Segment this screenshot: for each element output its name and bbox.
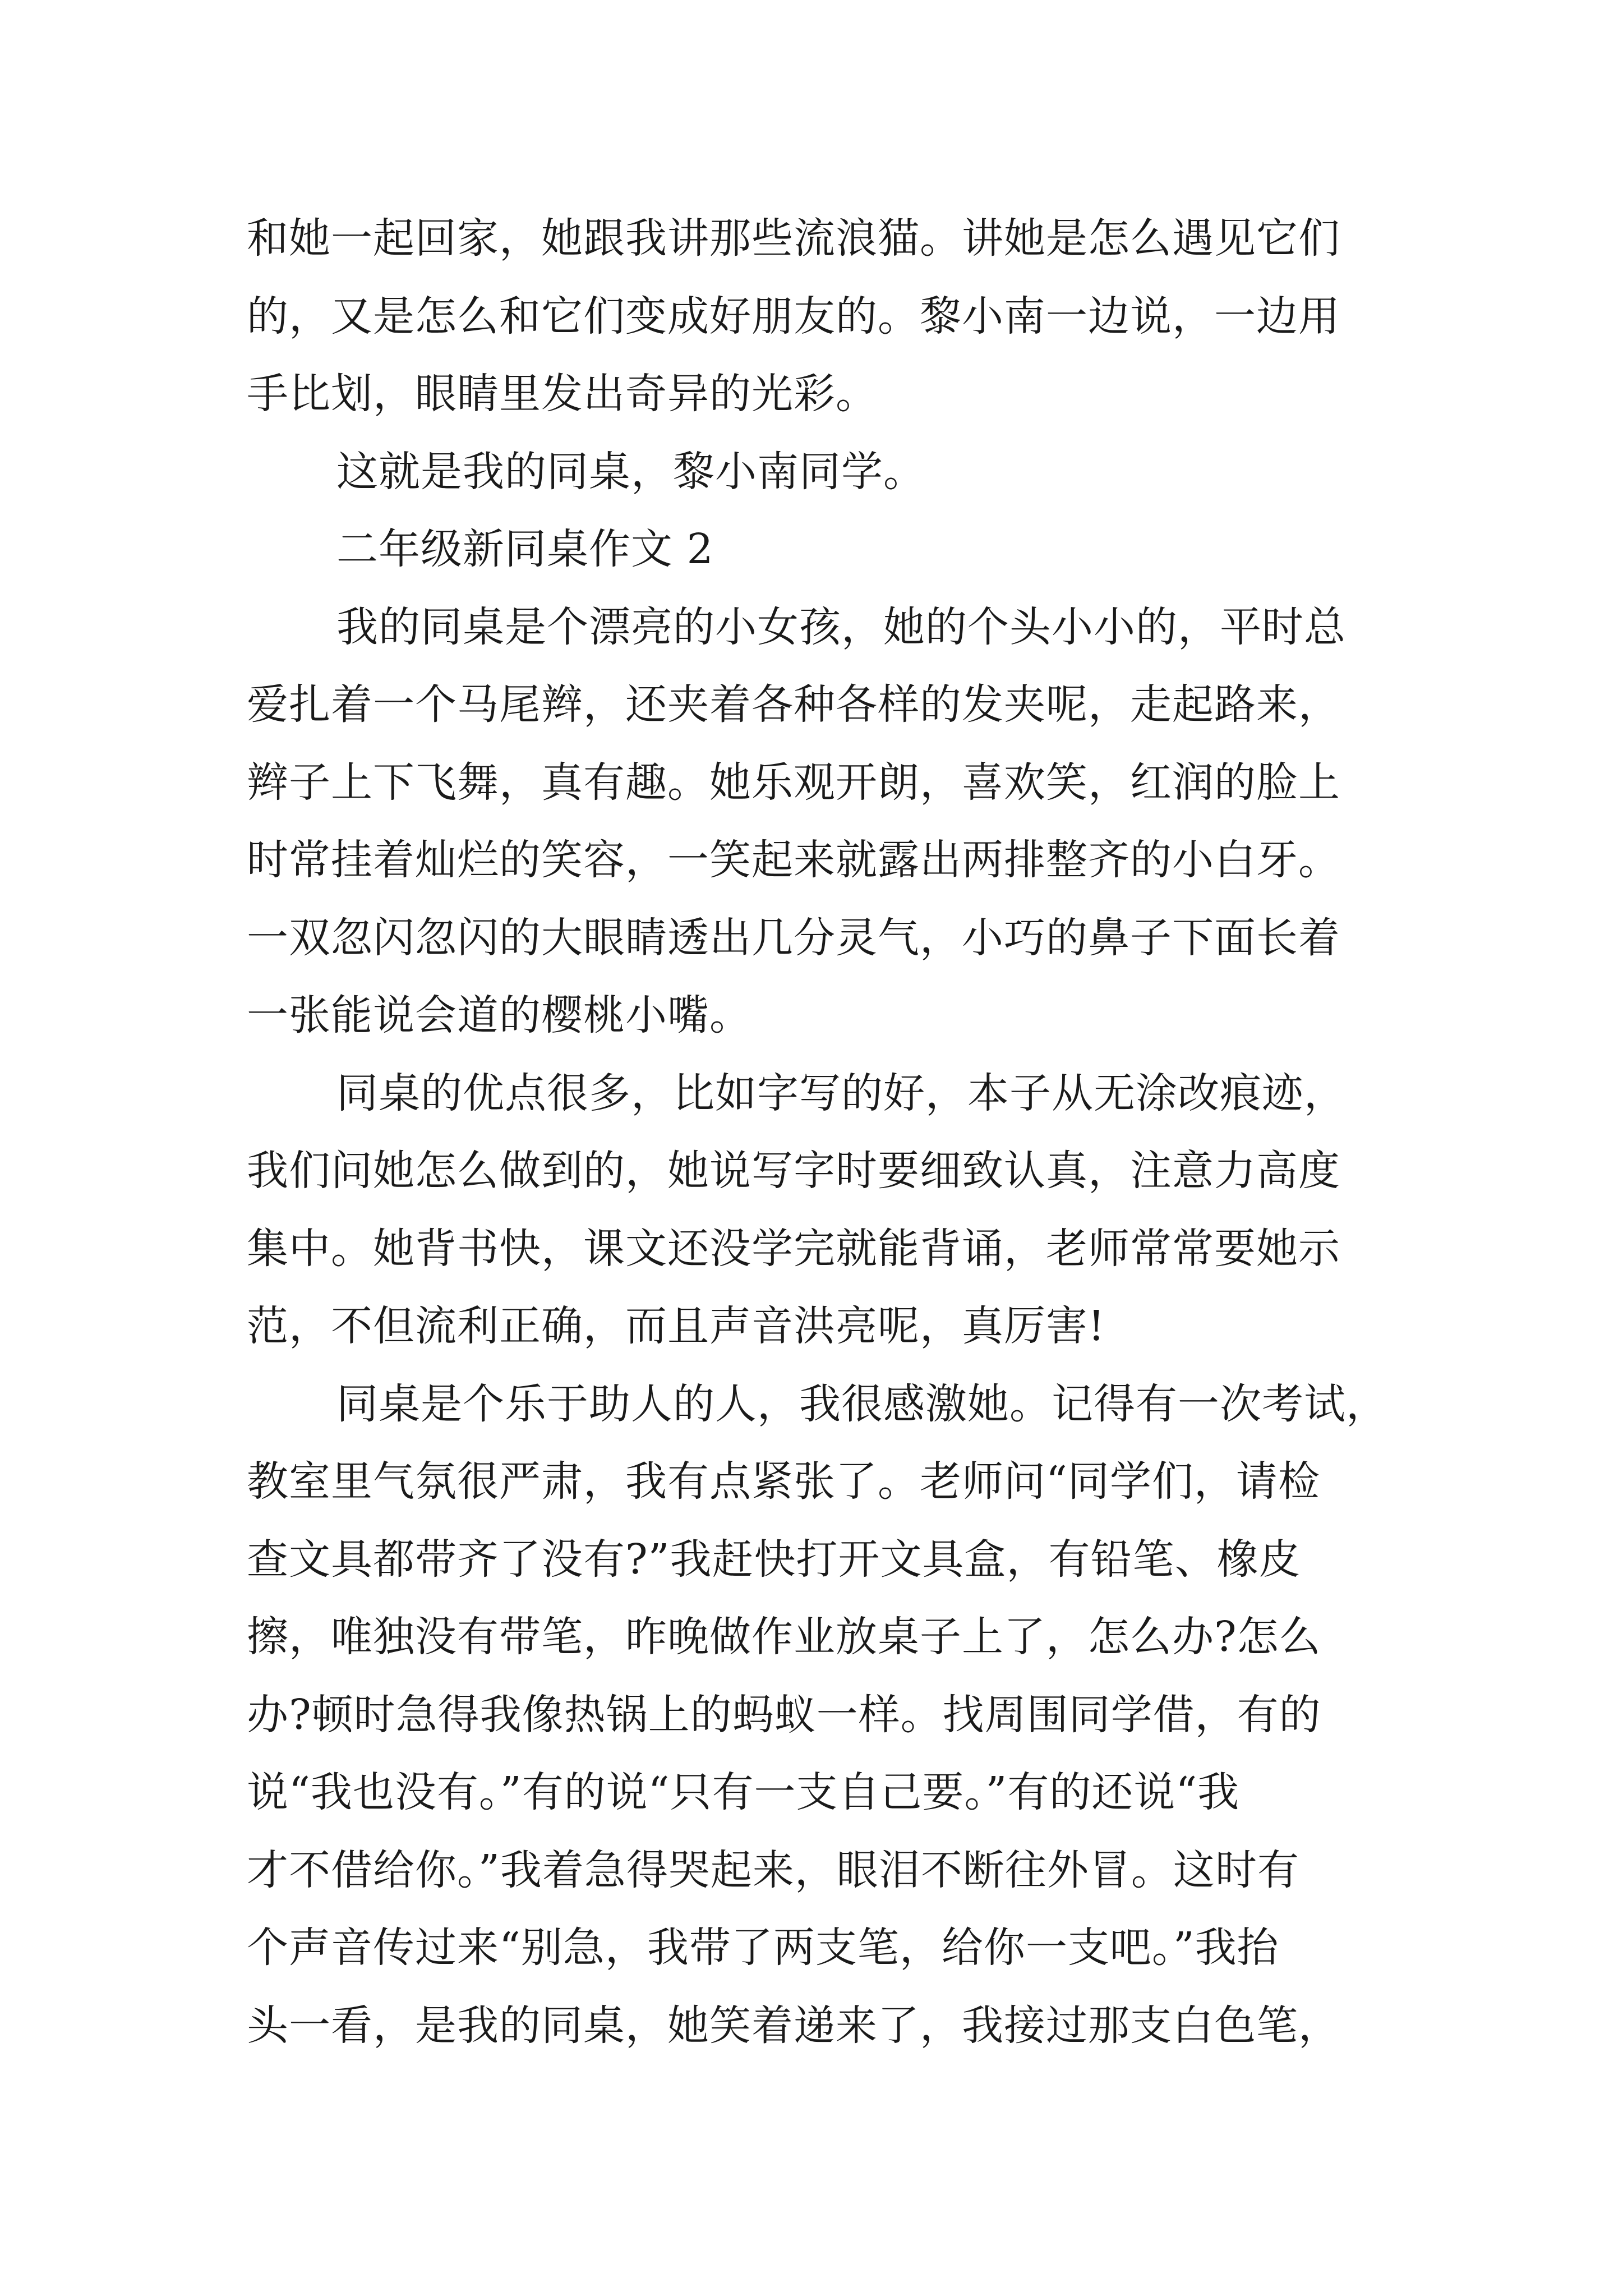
- text-line: 头一看，是我的同桌，她笑着递来了，我接过那支白色笔，: [247, 2001, 1340, 2050]
- text-line: 集中。她背书快，课文还没学完就能背诵，老师常常要她示: [247, 1225, 1340, 1273]
- text-line: 说“我也没有。”有的说“只有一支自己要。”有的还说“我: [247, 1768, 1240, 1816]
- text-line: 查文具都带齐了没有?”我赶快打开文具盒，有铅笔、橡皮: [247, 1535, 1301, 1584]
- text-line: 范，不但流利正确，而且声音洪亮呢，真厉害!: [247, 1302, 1105, 1350]
- text-line: 同桌是个乐于助人的人，我很感激她。记得有一次考试，: [336, 1380, 1388, 1428]
- text-line: 一张能说会道的樱桃小嘴。: [247, 991, 751, 1039]
- text-line: 爱扎着一个马尾辫，还夹着各种各样的发夹呢，走起路来，: [247, 680, 1340, 729]
- text-line: 才不借给你。”我着急得哭起来，眼泪不断往外冒。这时有: [247, 1846, 1299, 1894]
- text-line: 教室里气氛很严肃，我有点紧张了。老师问“同学们，请检: [247, 1457, 1320, 1506]
- text-line: 一双忽闪忽闪的大眼睛透出几分灵气，小巧的鼻子下面长着: [247, 914, 1340, 962]
- text-line: 个声音传过来“别急，我带了两支笔，给你一支吧。”我抬: [247, 1924, 1279, 1972]
- text-line: 辫子上下飞舞，真有趣。她乐观开朗，喜欢笑，红润的脸上: [247, 758, 1340, 807]
- text-line: 和她一起回家，她跟我讲那些流浪猫。讲她是怎么遇见它们: [247, 214, 1340, 263]
- text-line: 同桌的优点很多，比如字写的好，本子从无涂改痕迹，: [336, 1069, 1346, 1117]
- text-line: 我们问她怎么做到的，她说写字时要细致认真，注意力高度: [247, 1147, 1340, 1195]
- text-line: 我的同桌是个漂亮的小女孩，她的个头小小的，平时总: [336, 603, 1346, 651]
- text-line: 手比划，眼睛里发出奇异的光彩。: [247, 370, 878, 418]
- text-line: 时常挂着灿烂的笑容，一笑起来就露出两排整齐的小白牙。: [247, 836, 1340, 884]
- text-line: 的，又是怎么和它们变成好朋友的。黎小南一边说，一边用: [247, 292, 1340, 341]
- section-heading: 二年级新同桌作文 2: [336, 525, 714, 573]
- text-line: 办?顿时急得我像热锅上的蚂蚁一样。找周围同学借，有的: [247, 1691, 1321, 1739]
- text-line: 这就是我的同桌，黎小南同学。: [336, 448, 925, 496]
- text-line: 擦，唯独没有带笔，昨晚做作业放桌子上了，怎么办?怎么: [247, 1613, 1321, 1661]
